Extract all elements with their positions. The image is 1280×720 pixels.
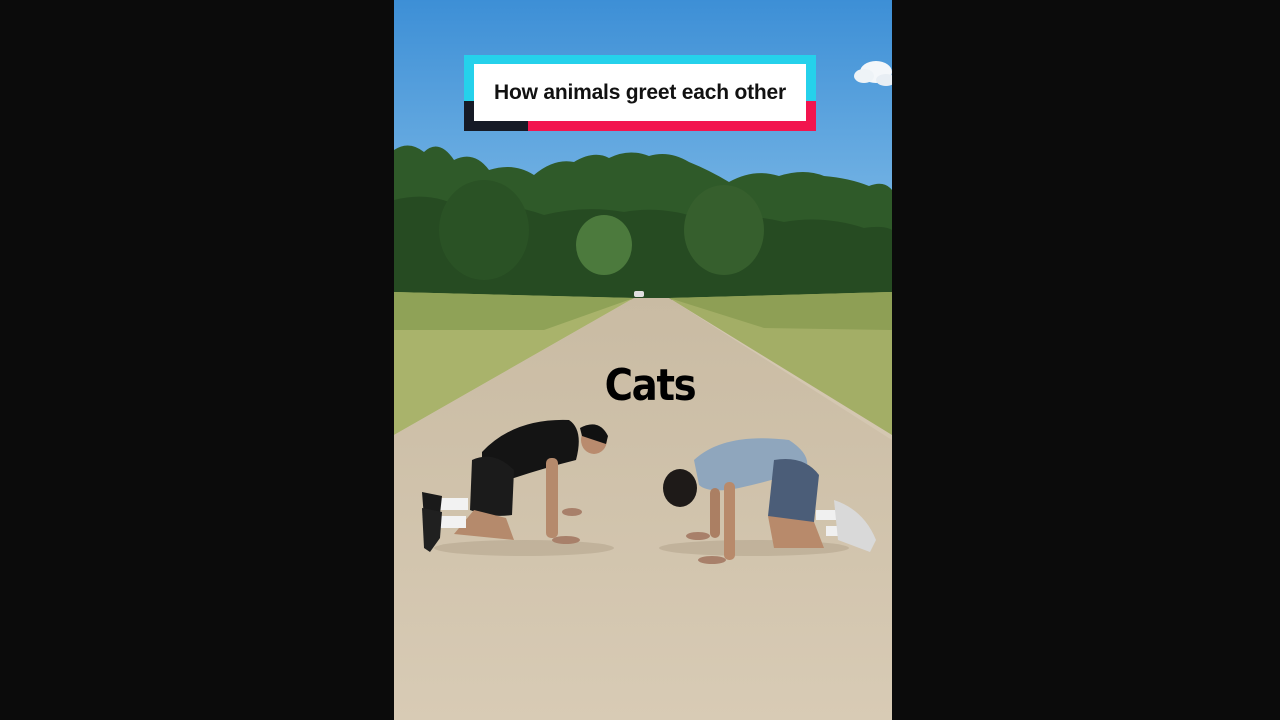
title-banner bbox=[464, 55, 816, 131]
video-frame[interactable] bbox=[394, 0, 892, 720]
distant-car bbox=[634, 291, 644, 297]
banner-title: How animals greet each other bbox=[474, 64, 806, 121]
caption-text: Cats bbox=[604, 360, 696, 411]
